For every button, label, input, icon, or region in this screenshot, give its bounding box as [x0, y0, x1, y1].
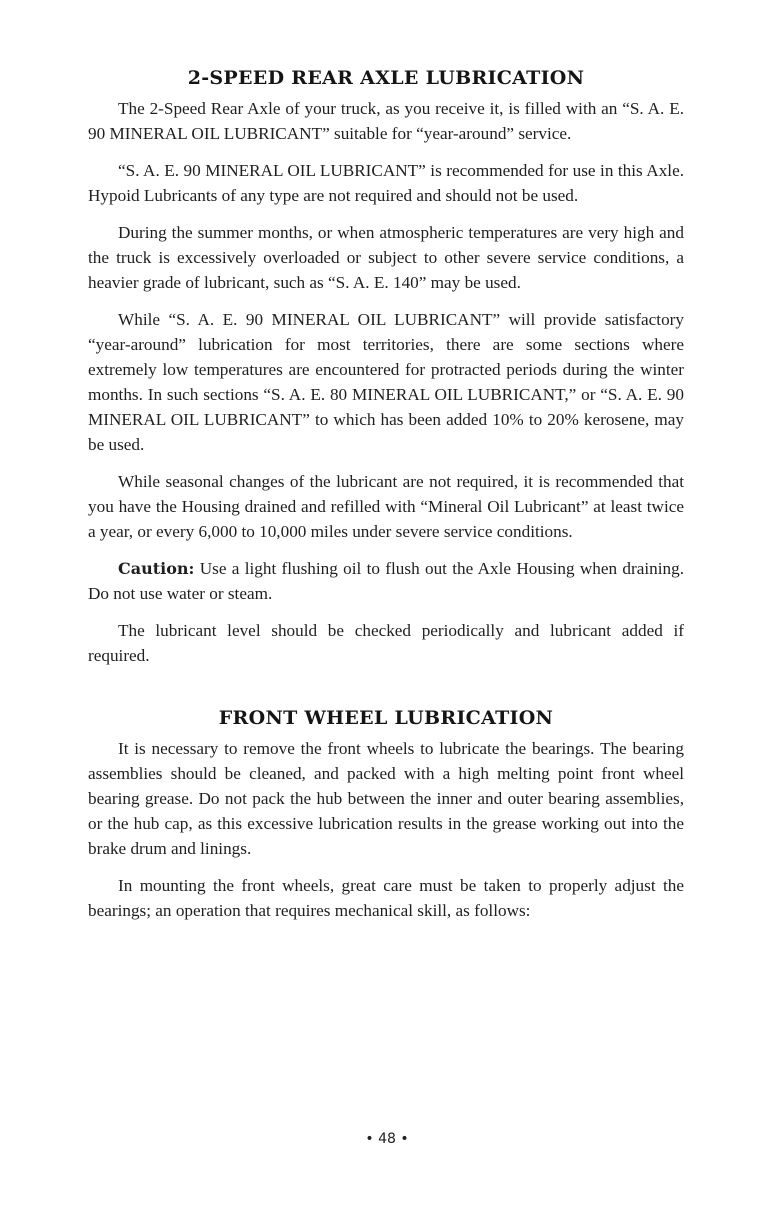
section-title-rear-axle: 2-SPEED REAR AXLE LUBRICATION	[187, 67, 585, 89]
section-title-front-wheel: FRONT WHEEL LUBRICATION	[218, 707, 554, 729]
paragraph-rear-axle-4: While “S. A. E. 90 MINERAL OIL LUBRICANT” will provide satisfactory “year-around” lubrication for most territories, there are some sections where extremely low temperatures are encountered for protracted periods during the winter months. In such sections “S. A. E. 80 MINERAL OIL LUBRICANT,” or “S. A. E. 90 MINERAL OIL LUBRICANT” to which has been added 10% to 20% kerosene, may be used.	[88, 310, 684, 454]
caution-text: Use a light flushing oil to flush out the Axle Housing when draining. Do not use water or steam.	[88, 559, 684, 603]
paragraph-rear-axle-2: “S. A. E. 90 MINERAL OIL LUBRICANT” is recommended for use in this Axle. Hypoid Lubricants of any type are not required and should not be used.	[88, 161, 684, 205]
paragraph-rear-axle-3: During the summer months, or when atmospheric temperatures are very high and the truck is excessively overloaded or subject to other severe service conditions, a heavier grade of lubricant, such as “S. A. E. 140” may be used.	[88, 223, 684, 292]
page-number: • 48 •	[365, 1131, 409, 1147]
caution-paragraph	[88, 556, 684, 606]
paragraph-rear-axle-closing: The lubricant level should be checked periodically and lubricant added if required.	[88, 621, 684, 665]
page-content	[88, 64, 684, 923]
caution-label: Caution:	[118, 559, 195, 578]
paragraph-rear-axle-1: The 2-Speed Rear Axle of your truck, as you receive it, is filled with an “S. A. E. 90 MINERAL OIL LUBRICANT” suitable for “year-around” service.	[88, 99, 684, 143]
paragraph-rear-axle-5: While seasonal changes of the lubricant are not required, it is recommended that you have the Housing drained and refilled with “Mineral Oil Lubricant” at least twice a year, or every 6,000 to 10,000 miles under severe service conditions.	[88, 472, 684, 541]
paragraph-front-wheel-2: In mounting the front wheels, great care must be taken to properly adjust the bearings; an operation that requires mechanical skill, as follows:	[88, 876, 684, 920]
paragraph-front-wheel-1: It is necessary to remove the front wheels to lubricate the bearings. The bearing assemblies should be cleaned, and packed with a high melting point front wheel bearing grease. Do not pack the hub between the inner and outer bearing assemblies, or the hub cap, as this excessive lubrication results in the grease working out into the brake drum and linings.	[88, 739, 684, 858]
